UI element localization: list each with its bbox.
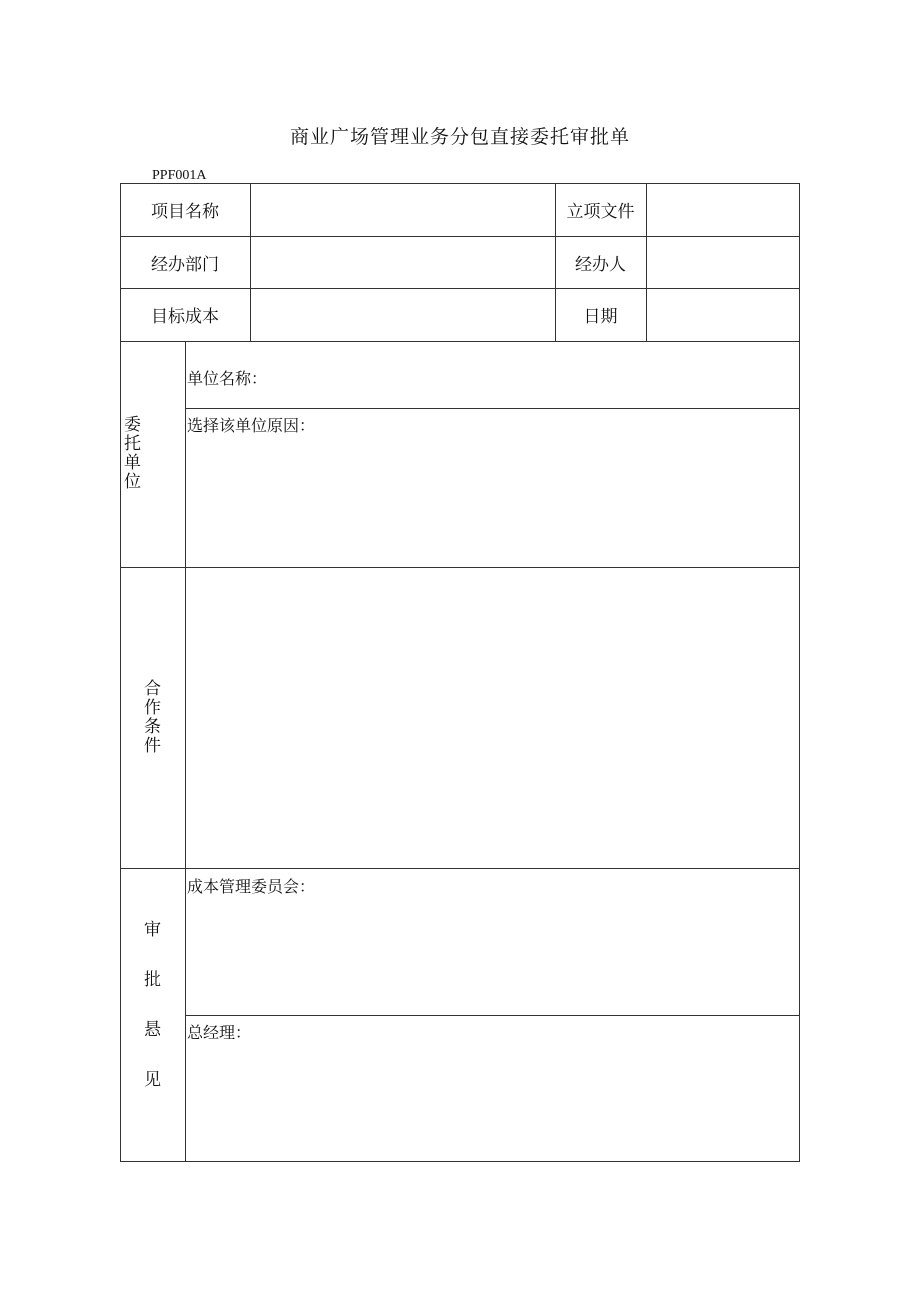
row-divider (185, 408, 800, 409)
label-char: 单 (124, 453, 141, 473)
label-char: 托 (124, 434, 141, 454)
label-char: 位 (124, 472, 141, 492)
target-cost-label: 目标成本 (151, 307, 219, 327)
selection-reason-label: 选择该单位原因： (187, 416, 316, 435)
label-char: 作 (144, 698, 161, 718)
approval-opinion-section-label (140, 905, 165, 1105)
row-divider (185, 1015, 800, 1016)
project-file-label: 立项文件 (566, 202, 635, 222)
cooperation-terms-field[interactable] (186, 568, 799, 868)
general-manager-label: 总经理： (187, 1023, 252, 1042)
unit-name-label: 单位名称： (187, 369, 268, 388)
form-code: PPF001A (152, 168, 207, 183)
cost-committee-label: 成本管理委员会： (187, 877, 316, 896)
unit-name-field[interactable] (280, 342, 799, 408)
label-char: 悬 (144, 1020, 161, 1040)
form-title: 商业广场管理业务分包直接委托审批单 (289, 126, 630, 148)
label-char: 委 (124, 415, 141, 435)
entrusted-unit-section-label (120, 416, 145, 492)
cooperation-terms-section-label (140, 680, 165, 756)
department-field[interactable] (251, 237, 555, 288)
date-label: 日期 (583, 307, 618, 327)
label-char: 合 (144, 679, 161, 699)
label-char: 件 (144, 736, 161, 756)
label-char: 条 (144, 717, 161, 737)
target-cost-field[interactable] (251, 289, 555, 341)
date-field[interactable] (647, 289, 799, 341)
project-file-field[interactable] (647, 184, 799, 236)
label-char: 见 (144, 1070, 161, 1090)
selection-reason-field[interactable] (186, 435, 799, 567)
cost-committee-field[interactable] (186, 896, 799, 1015)
department-label: 经办部门 (151, 254, 219, 275)
label-char: 批 (144, 970, 161, 990)
project-name-label: 项目名称 (151, 202, 219, 222)
handler-field[interactable] (647, 237, 799, 288)
project-name-field[interactable] (251, 184, 555, 236)
handler-label: 经办人 (575, 254, 626, 275)
section-divider (120, 868, 800, 869)
label-char: 审 (144, 920, 161, 940)
general-manager-field[interactable] (186, 1042, 799, 1161)
